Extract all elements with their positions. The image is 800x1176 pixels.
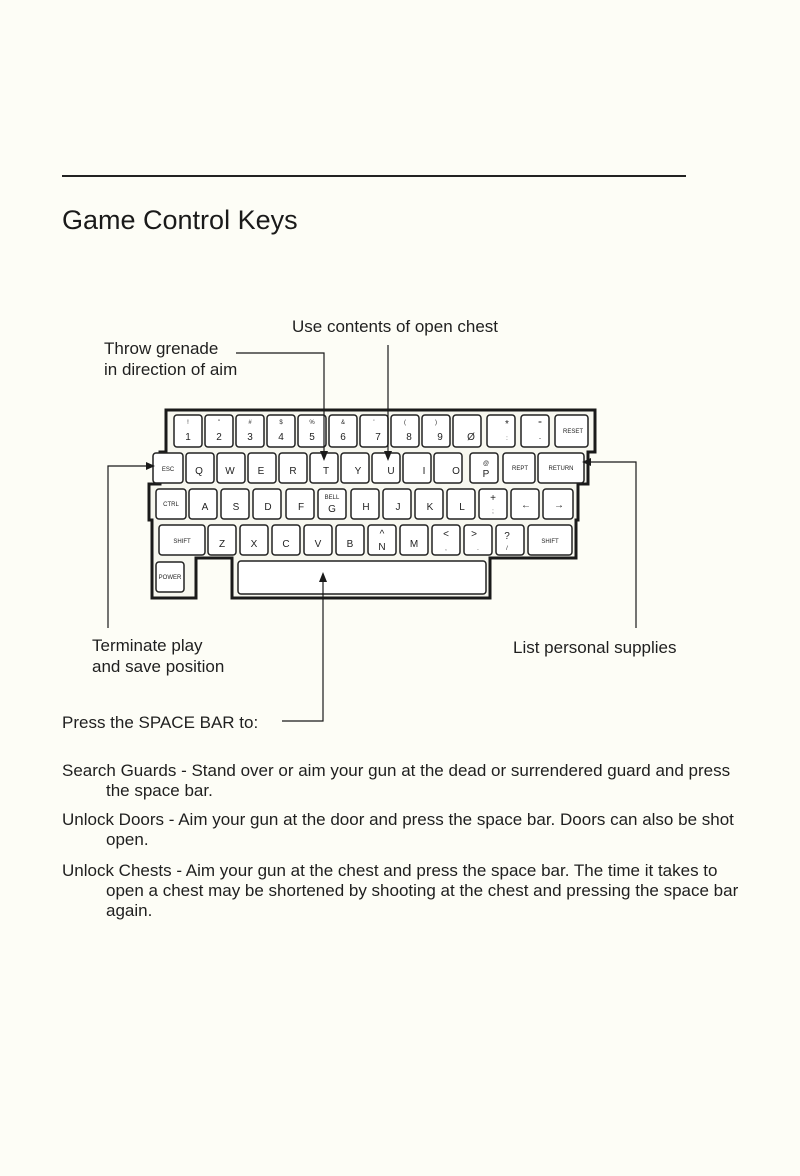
key-left-arrow — [511, 489, 539, 519]
key-shift-left — [159, 525, 205, 555]
svg-text:?: ? — [504, 531, 510, 542]
svg-text:W: W — [225, 466, 235, 477]
label-throw-grenade-1: Throw grenade — [104, 339, 219, 358]
key-c — [272, 525, 300, 555]
key-shift-right — [528, 525, 572, 555]
key-o — [434, 453, 462, 483]
svg-text::: : — [506, 436, 508, 442]
key-ctrl — [156, 489, 186, 519]
label-terminate-2: and save position — [92, 657, 225, 676]
instruction-text: - Aim your gun at the door and press the space bar. Doors can also be shot open. — [106, 810, 734, 849]
svg-text:R: R — [289, 466, 297, 477]
key-x — [240, 525, 268, 555]
label-use-contents: Use contents of open chest — [292, 317, 499, 336]
svg-text:SHIFT: SHIFT — [541, 539, 559, 545]
svg-text:-: - — [539, 436, 541, 442]
svg-text:RESET: RESET — [562, 429, 584, 435]
key-i — [403, 453, 431, 483]
svg-text:Q: Q — [195, 466, 203, 477]
key-return — [538, 453, 584, 483]
key-reset — [555, 415, 588, 447]
svg-text:A: A — [201, 502, 209, 513]
key-2 — [205, 415, 233, 447]
svg-text:L: L — [459, 502, 465, 513]
instruction-term: Unlock Chests — [62, 861, 172, 880]
label-press-space: Press the SPACE BAR to: — [62, 713, 259, 732]
key-b — [336, 525, 364, 555]
key-s — [221, 489, 249, 519]
svg-text:1: 1 — [185, 432, 191, 443]
svg-text:REPT: REPT — [511, 466, 529, 472]
key-z — [208, 525, 236, 555]
key-comma — [432, 525, 460, 555]
key-row-1 — [174, 415, 588, 447]
page-title: Game Control Keys — [62, 205, 298, 235]
svg-text:POWER: POWER — [158, 575, 182, 581]
svg-text:S: S — [232, 502, 240, 513]
svg-text:Z: Z — [218, 539, 226, 550]
svg-text:Y: Y — [354, 466, 362, 477]
svg-text:M: M — [409, 539, 419, 550]
key-6 — [329, 415, 357, 447]
svg-text:,: , — [445, 546, 447, 552]
label-list-supplies: List personal supplies — [513, 638, 677, 657]
svg-text:O: O — [452, 466, 460, 477]
svg-text:H: H — [362, 502, 370, 513]
svg-text:%: % — [309, 420, 315, 426]
key-8 — [391, 415, 419, 447]
svg-text:7: 7 — [375, 432, 381, 443]
key-right-arrow — [543, 489, 573, 519]
key-w — [217, 453, 245, 483]
key-r — [279, 453, 307, 483]
svg-text:P: P — [482, 469, 490, 480]
key-l — [447, 489, 475, 519]
key-3 — [236, 415, 264, 447]
svg-text:F: F — [297, 502, 305, 513]
svg-text:4: 4 — [278, 432, 284, 443]
key-rept — [503, 453, 535, 483]
svg-text:V: V — [314, 539, 322, 550]
key-5 — [298, 415, 326, 447]
key-minus — [521, 415, 549, 447]
svg-text:*: * — [505, 419, 509, 430]
key-slash — [496, 525, 524, 555]
svg-text:2: 2 — [216, 432, 222, 443]
key-u — [372, 453, 400, 483]
svg-text:3: 3 — [247, 432, 253, 443]
svg-text:D: D — [264, 502, 272, 513]
svg-text:X: X — [250, 539, 258, 550]
key-0 — [453, 415, 481, 447]
svg-text:C: C — [282, 539, 290, 550]
key-7 — [360, 415, 388, 447]
svg-text:K: K — [426, 502, 434, 513]
instruction-unlock-doors — [62, 810, 746, 850]
svg-text:B: B — [346, 539, 354, 550]
svg-text:;: ; — [492, 509, 494, 515]
svg-text:G: G — [328, 504, 336, 515]
svg-text:$: $ — [279, 420, 283, 426]
svg-text:ESC: ESC — [161, 467, 175, 473]
svg-text:BELL: BELL — [324, 495, 340, 501]
key-space-bar — [238, 561, 486, 594]
key-d — [253, 489, 281, 519]
svg-text:9: 9 — [437, 432, 443, 443]
key-row-2 — [153, 453, 584, 483]
instruction-search-guards — [62, 761, 746, 801]
key-colon — [487, 415, 515, 447]
svg-text:#: # — [248, 420, 252, 426]
svg-text:/: / — [506, 546, 508, 552]
key-k — [415, 489, 443, 519]
svg-text:&: & — [340, 420, 346, 426]
svg-text:U: U — [387, 466, 395, 477]
key-e — [248, 453, 276, 483]
svg-text:": " — [217, 420, 221, 426]
key-v — [304, 525, 332, 555]
svg-text:Ø: Ø — [467, 432, 475, 443]
key-n — [368, 525, 396, 555]
instruction-text: - Stand over or aim your gun at the dead or surrendered guard and press the space bar. — [106, 761, 731, 800]
key-f — [286, 489, 314, 519]
svg-text:': ' — [373, 420, 375, 426]
key-a — [189, 489, 217, 519]
svg-text:6: 6 — [340, 432, 346, 443]
key-semicolon — [479, 489, 507, 519]
instruction-term: Search Guards — [62, 761, 177, 780]
key-g — [318, 489, 346, 519]
key-q — [186, 453, 214, 483]
key-esc — [153, 453, 183, 483]
esc-leader — [108, 466, 150, 628]
label-terminate-1: Terminate play — [92, 636, 203, 655]
key-p — [470, 453, 498, 483]
svg-text:CTRL: CTRL — [163, 502, 179, 508]
key-h — [351, 489, 379, 519]
svg-text:→: → — [554, 500, 564, 511]
svg-text:): ) — [435, 420, 437, 426]
key-power — [156, 562, 184, 592]
svg-text:RETURN: RETURN — [548, 466, 574, 472]
svg-text:E: E — [257, 466, 265, 477]
svg-text:T: T — [322, 466, 330, 477]
svg-text:←: ← — [521, 500, 531, 511]
instruction-text: - Aim your gun at the chest and press the space bar. The time it takes to open a chest may be shortened by shooting at the chest and pressing the space bar again. — [106, 861, 739, 920]
svg-text:@: @ — [482, 461, 490, 467]
svg-text:8: 8 — [406, 432, 412, 443]
key-j — [383, 489, 411, 519]
svg-text:N: N — [378, 542, 386, 553]
key-1 — [174, 415, 202, 447]
svg-text:I: I — [422, 466, 426, 477]
svg-text:J: J — [395, 502, 401, 513]
svg-text:<: < — [443, 529, 449, 540]
svg-text:!: ! — [187, 420, 189, 426]
key-m — [400, 525, 428, 555]
svg-text:5: 5 — [309, 432, 315, 443]
instruction-term: Unlock Doors — [62, 810, 165, 829]
svg-text:+: + — [490, 493, 496, 504]
instruction-unlock-chests — [62, 861, 746, 921]
key-9 — [422, 415, 450, 447]
key-y — [341, 453, 369, 483]
svg-text:.: . — [477, 546, 479, 552]
label-throw-grenade-2: in direction of aim — [104, 360, 238, 379]
key-period — [464, 525, 492, 555]
svg-text:SHIFT: SHIFT — [173, 539, 191, 545]
svg-text:^: ^ — [379, 529, 385, 540]
return-leader — [587, 462, 636, 628]
key-4 — [267, 415, 295, 447]
svg-text:>: > — [471, 529, 477, 540]
svg-text:(: ( — [404, 420, 406, 426]
svg-text:=: = — [538, 420, 542, 426]
